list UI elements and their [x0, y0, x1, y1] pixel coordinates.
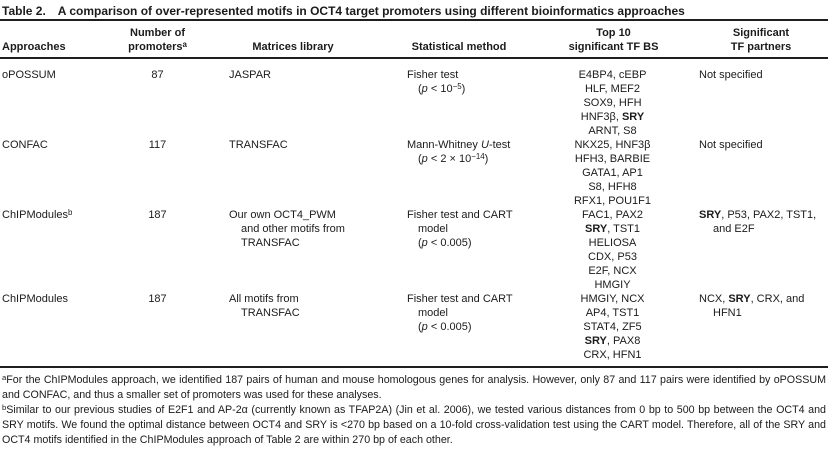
cell-tfbs	[545, 208, 680, 292]
table-title	[0, 0, 828, 19]
cell-library	[205, 68, 395, 138]
cell-tfbs	[545, 292, 680, 362]
cell-promoters	[110, 208, 205, 292]
table-row-1	[0, 68, 828, 138]
text-line: Approaches	[2, 41, 66, 53]
text-line: 187	[148, 293, 167, 305]
text-line: TRANSFAC	[241, 237, 300, 249]
cell-partners	[680, 208, 828, 292]
footnote-marker: a	[2, 373, 7, 382]
cell-partners	[680, 138, 828, 208]
text-line: GATA1, AP1	[582, 167, 643, 179]
text-line: $(p < 10^{-5})$	[418, 82, 466, 95]
footnote-a: $^a$For the ChIPModules approach, we identified 187 pairs of human and mouse homologous genes for analysis. However, only 87 and 117 pairs were identified by oPOSSUM and CONFAC, and thus a smaller set of promoters was used for these analyses.	[2, 373, 826, 401]
text-line: (p < 0.005)	[418, 237, 472, 249]
text-line: HNF3β, SRY	[580, 111, 645, 123]
footnote-b: $^b$Similar to our previous studies of E2F1 and AP-2α (currently known as TFAP2A) (Jin et al. 2006), we tested various distances from 0 bp to 500 bp between the OCT4 and SRY motifs. We found the optimal distance between OCT4 and SRY is <270 bp based on a 10-fold cross-validation test using the CART model. Therefore, all of the SRY and OCT4 motifs identified in the ChIPModules approach of Table 2 are within 270 bp of each other.	[2, 403, 826, 446]
table-row-4	[0, 292, 828, 362]
text-line: ChIPModules$^b$	[2, 208, 73, 221]
cell-method	[395, 138, 545, 208]
text-line: 117	[148, 139, 167, 151]
text-line: Fisher test and CART	[407, 209, 513, 221]
text-line: AP4, TST1	[585, 307, 640, 319]
text-line: Our own OCT4_PWM	[229, 209, 336, 221]
table-row-2	[0, 138, 828, 208]
text-line: RFX1, POU1F1	[573, 195, 652, 207]
text-line: E4BP4, cEBP	[578, 69, 647, 81]
footnotes	[0, 368, 826, 448]
column-header-approaches	[0, 40, 110, 54]
column-header-statistical-method	[395, 40, 545, 54]
text-line: Not specified	[699, 69, 763, 81]
text-line: Top 10	[596, 27, 631, 39]
column-header-significant-tf-partners	[680, 26, 828, 54]
text-line: SRY, TST1	[584, 223, 641, 235]
cell-approach	[0, 138, 110, 208]
text-line: S8, HFH8	[588, 181, 637, 193]
cell-promoters	[110, 138, 205, 208]
text-line: CONFAC	[2, 139, 48, 151]
text-line: SRY, PAX8	[584, 335, 641, 347]
text-line: oPOSSUM	[2, 69, 56, 81]
cell-promoters	[110, 292, 205, 362]
table-header-row	[0, 21, 828, 57]
table-caption: A comparison of over-represented motifs in OCT4 target promoters using different bioinformatics approaches	[57, 4, 685, 18]
text-line: CDX, P53	[588, 251, 637, 263]
cell-method	[395, 68, 545, 138]
text-line: SOX9, HFH	[583, 97, 642, 109]
text-line: Not specified	[699, 139, 763, 151]
text-line: HMGIY, NCX	[580, 293, 645, 305]
footnote-marker: b	[2, 403, 7, 412]
column-header-number-of-promoters	[110, 26, 205, 54]
text-line: SRY, P53, PAX2, TST1,	[699, 209, 817, 221]
text-line: HELIOSA	[588, 237, 637, 249]
text-line: ARNT, S8	[588, 125, 637, 137]
cell-tfbs	[545, 68, 680, 138]
cell-promoters	[110, 68, 205, 138]
text-line: FAC1, PAX2	[582, 209, 643, 221]
text-line: HMGIY	[594, 279, 631, 291]
table-row-3	[0, 208, 828, 292]
text-line: HFN1	[713, 307, 742, 319]
text-line: Fisher test and CART	[407, 293, 513, 305]
text-line: All motifs from	[229, 293, 299, 305]
text-line: significant TF BS	[568, 41, 659, 53]
cell-method	[395, 208, 545, 292]
text-line: Matrices library	[252, 41, 334, 53]
column-header-top10-significant-tf-bs	[545, 26, 680, 54]
cell-approach	[0, 208, 110, 292]
text-line: promoters$^a$	[128, 40, 187, 53]
text-line: 87	[151, 69, 164, 81]
text-line: JASPAR	[229, 69, 271, 81]
text-line: Statistical method	[411, 41, 507, 53]
text-line: model	[418, 307, 448, 319]
cell-library	[205, 138, 395, 208]
cell-method	[395, 292, 545, 362]
text-line: STAT4, ZF5	[583, 321, 642, 333]
text-line: HFH3, BARBIE	[574, 153, 651, 165]
text-line: HLF, MEF2	[584, 83, 640, 95]
cell-library	[205, 292, 395, 362]
text-line: 187	[148, 209, 167, 221]
cell-approach	[0, 292, 110, 362]
text-line: Mann-Whitney U-test	[407, 139, 511, 151]
cell-tfbs	[545, 138, 680, 208]
text-line: Number of	[130, 27, 185, 39]
cell-partners	[680, 68, 828, 138]
text-line: ChIPModules	[2, 293, 69, 305]
text-line: NKX25, HNF3β	[574, 139, 651, 151]
text-line: TRANSFAC	[229, 139, 288, 151]
text-line: (p < 0.005)	[418, 321, 472, 333]
cell-partners	[680, 292, 828, 362]
text-line: NCX, SRY, CRX, and	[699, 293, 805, 305]
text-line: E2F, NCX	[588, 265, 637, 277]
cell-library	[205, 208, 395, 292]
text-line: and E2F	[713, 223, 755, 235]
text-line: model	[418, 223, 448, 235]
text-line: CRX, HFN1	[583, 349, 642, 361]
text-line: Fisher test	[407, 69, 459, 81]
table-label: Table 2.	[2, 4, 46, 18]
text-line: TF partners	[730, 41, 792, 53]
text-line: $(p < 2 \times 10^{-14})$	[418, 152, 489, 165]
cell-approach	[0, 68, 110, 138]
text-line: and other motifs from	[241, 223, 345, 235]
text-line: Significant	[732, 27, 790, 39]
text-line: TRANSFAC	[241, 307, 300, 319]
table-body	[0, 59, 828, 362]
column-header-matrices-library	[205, 40, 395, 54]
